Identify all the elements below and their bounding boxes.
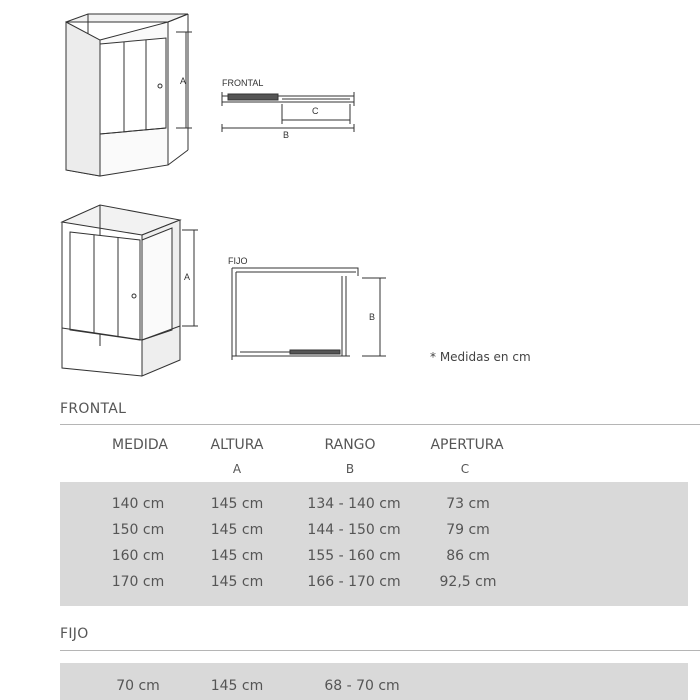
subheader-b: B [345, 462, 355, 476]
cell-rango: 134 - 140 cm [307, 496, 401, 512]
cell-medida: 140 cm [111, 496, 165, 512]
frontal-plan-drawing [222, 92, 354, 132]
dim-a-label-2: A [184, 272, 191, 282]
cell-rango: 155 - 160 cm [307, 548, 401, 564]
cell-rango: 166 - 170 cm [307, 574, 401, 590]
cell-apertura: 79 cm [446, 522, 490, 538]
subheader-a: A [232, 462, 242, 476]
cell-altura: 145 cm [210, 496, 264, 512]
frontal-section-title: FRONTAL [60, 401, 127, 417]
cell-apertura: 86 cm [446, 548, 490, 564]
fijo-plan-drawing [232, 268, 386, 360]
cell-apertura: 73 cm [446, 496, 490, 512]
cell-rango: 68 - 70 cm [324, 678, 400, 694]
frontal-enclosure-drawing [66, 14, 192, 176]
cell-medida: 150 cm [111, 522, 165, 538]
subheader-c: C [460, 462, 470, 476]
dim-b-label: B [283, 130, 290, 140]
cell-altura: 145 cm [210, 548, 264, 564]
frontal-plan-label: FRONTAL [222, 78, 264, 88]
dim-b-label-2: B [369, 312, 376, 322]
cell-medida: 70 cm [116, 678, 160, 694]
fijo-divider [60, 650, 700, 651]
header-altura: ALTURA [210, 437, 264, 453]
cell-medida: 160 cm [111, 548, 165, 564]
cell-altura: 145 cm [210, 574, 264, 590]
header-medida: MEDIDA [112, 437, 168, 453]
units-note: * Medidas en cm [430, 350, 531, 364]
cell-altura: 145 cm [210, 522, 264, 538]
dim-c-label: C [312, 106, 319, 116]
cell-altura: 145 cm [210, 678, 264, 694]
header-rango: RANGO [324, 437, 376, 453]
cell-rango: 144 - 150 cm [307, 522, 401, 538]
frontal-divider [60, 424, 700, 425]
dim-a-label: A [180, 76, 187, 86]
cell-apertura: 92,5 cm [439, 574, 497, 590]
fijo-enclosure-drawing [62, 205, 198, 376]
fijo-plan-label: FIJO [228, 256, 248, 266]
cell-medida: 170 cm [111, 574, 165, 590]
header-apertura: APERTURA [430, 437, 504, 453]
fijo-section-title: FIJO [60, 626, 89, 642]
